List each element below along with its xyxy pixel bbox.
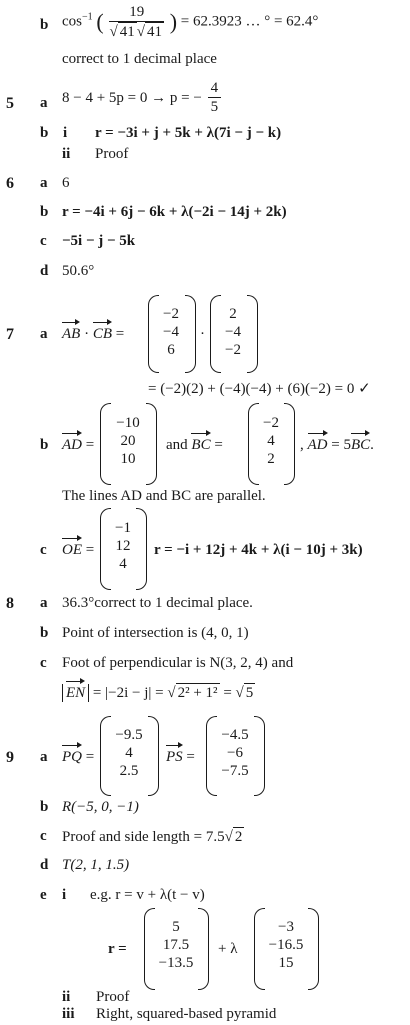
q5a-expression	[62, 80, 223, 116]
sqrt-expr: 2² + 1²	[177, 685, 218, 701]
and-text: and	[166, 437, 188, 453]
cell: −7.5	[221, 763, 249, 779]
cell: 2	[267, 451, 275, 467]
column-vector	[108, 726, 150, 780]
cell: −4.5	[221, 727, 249, 743]
vector-ad: AD	[307, 437, 328, 453]
q8b-text: Point of intersection is (4, 0, 1)	[62, 625, 249, 641]
cell: 4	[267, 433, 275, 449]
column-vector	[262, 918, 310, 972]
column-vector	[217, 305, 249, 359]
q8c-line2: EN = |−2i − j| = √ 2² + 1² = √ 5	[62, 683, 255, 702]
column-vector	[214, 726, 256, 780]
vector-bc: BC	[191, 437, 211, 453]
part-label: b	[40, 625, 49, 641]
subpart-label: ii	[62, 146, 71, 162]
cell: 2	[229, 306, 237, 322]
q7c-oe: OE =	[62, 542, 95, 558]
cell: −13.5	[158, 955, 194, 971]
cell: 4	[119, 556, 127, 572]
cell: −2	[263, 415, 279, 431]
sup: −1	[82, 11, 93, 23]
sqrt-2: 41	[146, 23, 162, 40]
cell: −4	[225, 324, 241, 340]
sqrt-expr: 5	[245, 685, 254, 701]
vector-bc: BC	[350, 437, 371, 453]
dot-op: ·	[200, 326, 205, 342]
cell: 4	[125, 745, 133, 761]
vector-ad: AD	[62, 437, 82, 453]
paren-right	[284, 403, 295, 485]
cell: 6	[167, 342, 175, 358]
result-text: = 62.3923 … ° = 62.4°	[180, 13, 319, 30]
paren-right	[247, 295, 258, 373]
frac-num: 4	[208, 80, 222, 98]
tail-eq: = 5	[331, 437, 351, 453]
column-vector	[108, 519, 138, 573]
part-label: b	[40, 17, 49, 33]
paren-right	[308, 908, 319, 990]
cell: −3	[278, 919, 294, 935]
paren-right	[136, 508, 147, 590]
paren-close: )	[169, 9, 178, 35]
part-label: a	[40, 326, 48, 342]
q9b-text: R(−5, 0, −1)	[62, 799, 139, 815]
question-number: 6	[6, 175, 14, 192]
q6a-text: 6	[62, 175, 70, 191]
q5bii-text: Proof	[95, 146, 129, 162]
cell: 17.5	[162, 937, 190, 953]
part-label: b	[40, 125, 49, 141]
frac-num: 19	[109, 4, 163, 22]
q7b-line2: The lines AD and BC are parallel.	[62, 488, 266, 504]
cell: 2.5	[119, 763, 139, 779]
part-label: a	[40, 749, 48, 765]
fraction	[109, 4, 163, 41]
part-label: b	[40, 437, 49, 453]
mid-text: = |−2i − j| =	[92, 685, 164, 701]
column-vector	[256, 414, 286, 468]
paren-open: (	[96, 9, 104, 35]
question-number: 7	[6, 326, 14, 343]
cos-inverse-expression	[62, 4, 318, 41]
paren-right	[185, 295, 196, 373]
part-label: b	[40, 204, 49, 220]
q9a-ps: PS =	[166, 749, 195, 765]
frac-den: √ 41 √ 41	[109, 23, 162, 40]
q9c-main: Proof and side length = 7.5	[62, 829, 225, 845]
q8c-text: Foot of perpendicular is N(3, 2, 4) and	[62, 655, 294, 671]
paren-right	[146, 403, 157, 485]
cell: −10	[116, 415, 140, 431]
part-label: c	[40, 828, 47, 844]
sqrt-expr: 2	[234, 829, 243, 845]
q9c-text: Proof and side length = 7.5√ 2	[62, 829, 243, 845]
subpart-label: ii	[62, 989, 71, 1005]
cell: −2	[225, 342, 241, 358]
cell: −4	[163, 324, 179, 340]
part-label: d	[40, 857, 49, 873]
part-label: b	[40, 799, 49, 815]
paren-right	[148, 716, 159, 796]
q5bi-text: r = −3i + j + 5k + λ(7i − j − k)	[95, 125, 282, 141]
frac-den: 5	[210, 98, 219, 115]
part-label: d	[40, 263, 49, 279]
cell: 10	[120, 451, 136, 467]
vector-ps: PS	[166, 749, 183, 765]
q9ei-text: e.g. r = v + λ(t − v)	[90, 887, 205, 903]
r-equals: r =	[108, 941, 127, 957]
part-label: a	[40, 595, 48, 611]
q7c-text: r = −i + 12j + 4k + λ(i − 10j + 3k)	[154, 542, 363, 558]
vector-pq: PQ	[62, 749, 82, 765]
cell: 20	[120, 433, 136, 449]
column-vector	[155, 305, 187, 359]
q7b-ad: AD =	[62, 437, 95, 453]
cell: −6	[227, 745, 243, 761]
vector-oe: OE	[62, 542, 82, 558]
inner	[64, 684, 87, 702]
paren-right	[198, 908, 209, 990]
column-vector	[108, 414, 148, 468]
q6b-text: r = −4i + 6j − 6k + λ(−2i − 14j + 2k)	[62, 204, 287, 220]
q7a-line2: = (−2)(2) + (−4)(−4) + (6)(−2) = 0 ✓	[148, 381, 371, 397]
part-label: a	[40, 95, 48, 111]
question-number: 9	[6, 749, 14, 766]
q8a-text: 36.3°correct to 1 decimal place.	[62, 595, 253, 611]
vector-ab: AB	[62, 326, 81, 342]
part-label: e	[40, 887, 47, 903]
q7a-dot: AB · CB =	[62, 326, 125, 342]
q9eii-text: Proof	[96, 989, 130, 1005]
q6c-text: −5i − j − 5k	[62, 233, 136, 249]
subpart-label: i	[62, 887, 67, 903]
sqrt-1: 41	[119, 23, 135, 40]
part-label: c	[40, 542, 47, 558]
cell: 12	[115, 538, 131, 554]
paren-right	[254, 716, 265, 796]
eq: =	[223, 685, 232, 701]
cell: −9.5	[115, 727, 143, 743]
cell: 15	[278, 955, 294, 971]
q6d-text: 50.6°	[62, 263, 95, 279]
subpart-label: i	[63, 125, 68, 141]
q7b-tail: , AD = 5BC.	[300, 437, 374, 453]
q9d-text: T(2, 1, 1.5)	[62, 857, 130, 873]
part-label: c	[40, 655, 47, 671]
part-label: c	[40, 233, 47, 249]
fraction	[208, 80, 222, 116]
q4b-line2: correct to 1 decimal place	[62, 51, 217, 67]
column-vector	[152, 918, 200, 972]
q5a-text: 8 − 4 + 5p = 0 → p = −	[62, 89, 202, 106]
q9a-pq: PQ =	[62, 749, 95, 765]
vector-en: EN	[66, 685, 86, 701]
cell: 5	[172, 919, 180, 935]
cell: −2	[163, 306, 179, 322]
vector-cb: CB	[92, 326, 112, 342]
abs-bars	[62, 684, 89, 702]
question-number: 8	[6, 595, 14, 612]
question-number: 5	[6, 95, 14, 112]
cos-func: cos	[62, 13, 82, 30]
plus-lambda: + λ	[218, 941, 238, 957]
subpart-label: iii	[62, 1006, 75, 1022]
q7b-and: and BC =	[166, 437, 223, 453]
cell: −1	[115, 520, 131, 536]
part-label: a	[40, 175, 48, 191]
cell: −16.5	[268, 937, 304, 953]
q9eiii-text: Right, squared-based pyramid	[96, 1006, 277, 1022]
